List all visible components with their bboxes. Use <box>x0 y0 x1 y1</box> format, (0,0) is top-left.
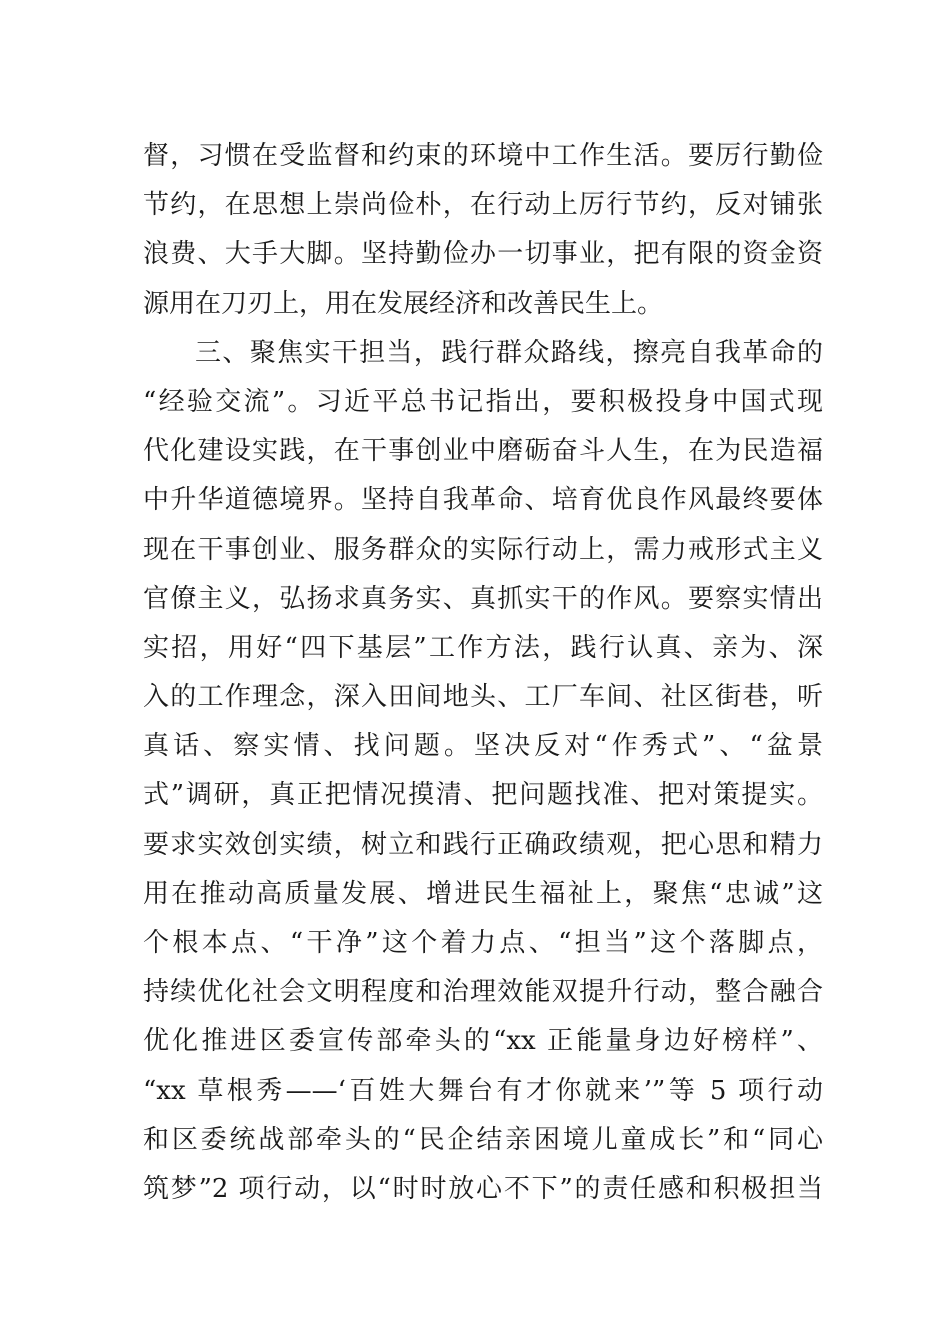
text-line: 式”调研，真正把情况摸清、把问题找准、把对策提实。 <box>143 780 823 811</box>
text-line: “xx 草根秀——‘百姓大舞台有才你就来’”等 5 项行动 <box>143 1075 823 1106</box>
text-line: 源用在刀刃上，用在发展经济和改善民生上。 <box>143 288 664 319</box>
body-text <box>143 132 823 1214</box>
text-line: 个根本点、“干净”这个着力点、“担当”这个落脚点， <box>143 928 823 958</box>
text-line: 筑梦”2 项行动，以“时时放心不下”的责任感和积极担当 <box>143 1173 823 1204</box>
text-line: 持续优化社会文明程度和治理效能双提升行动，整合融合 <box>143 977 823 1008</box>
text-line: 浪费、大手大脚。坚持勤俭办一切事业，把有限的资金资 <box>143 239 823 270</box>
text-line: 入的工作理念，深入田间地头、工厂车间、社区街巷，听 <box>143 682 823 713</box>
text-line: 官僚主义，弘扬求真务实、真抓实干的作风。要察实情出 <box>143 583 823 614</box>
text-line: 中升华道德境界。坚持自我革命、培育优良作风最终要体 <box>143 485 823 516</box>
text-line: 要求实效创实绩，树立和践行正确政绩观，把心思和精力 <box>143 829 823 860</box>
text-line: 节约，在思想上崇尚俭朴，在行动上厉行节约，反对铺张 <box>143 190 823 221</box>
text-line: 真话、察实情、找问题。坚决反对“作秀式”、“盆景 <box>143 731 823 762</box>
text-line: 用在推动高质量发展、增进民生福祉上，聚焦“忠诚”这 <box>143 878 823 909</box>
text-line: 现在干事创业、服务群众的实际行动上，需力戒形式主义 <box>143 534 823 565</box>
text-line: 优化推进区委宣传部牵头的“xx 正能量身边好榜样”、 <box>143 1026 823 1057</box>
text-line: 实招，用好“四下基层”工作方法，践行认真、亲为、深 <box>143 632 823 663</box>
text-line: 和区委统战部牵头的“民企结亲困境儿童成长”和“同心 <box>143 1124 823 1155</box>
section-heading-line: 三、聚焦实干担当，践行群众路线，擦亮自我革命的 <box>195 337 823 368</box>
text-line: 督，习惯在受监督和约束的环境中工作生活。要厉行勤俭 <box>143 141 823 171</box>
text-line: 代化建设实践，在干事创业中磨砺奋斗人生，在为民造福 <box>143 436 823 467</box>
text-line: “经验交流”。习近平总书记指出，要积极投身中国式现 <box>143 386 823 417</box>
